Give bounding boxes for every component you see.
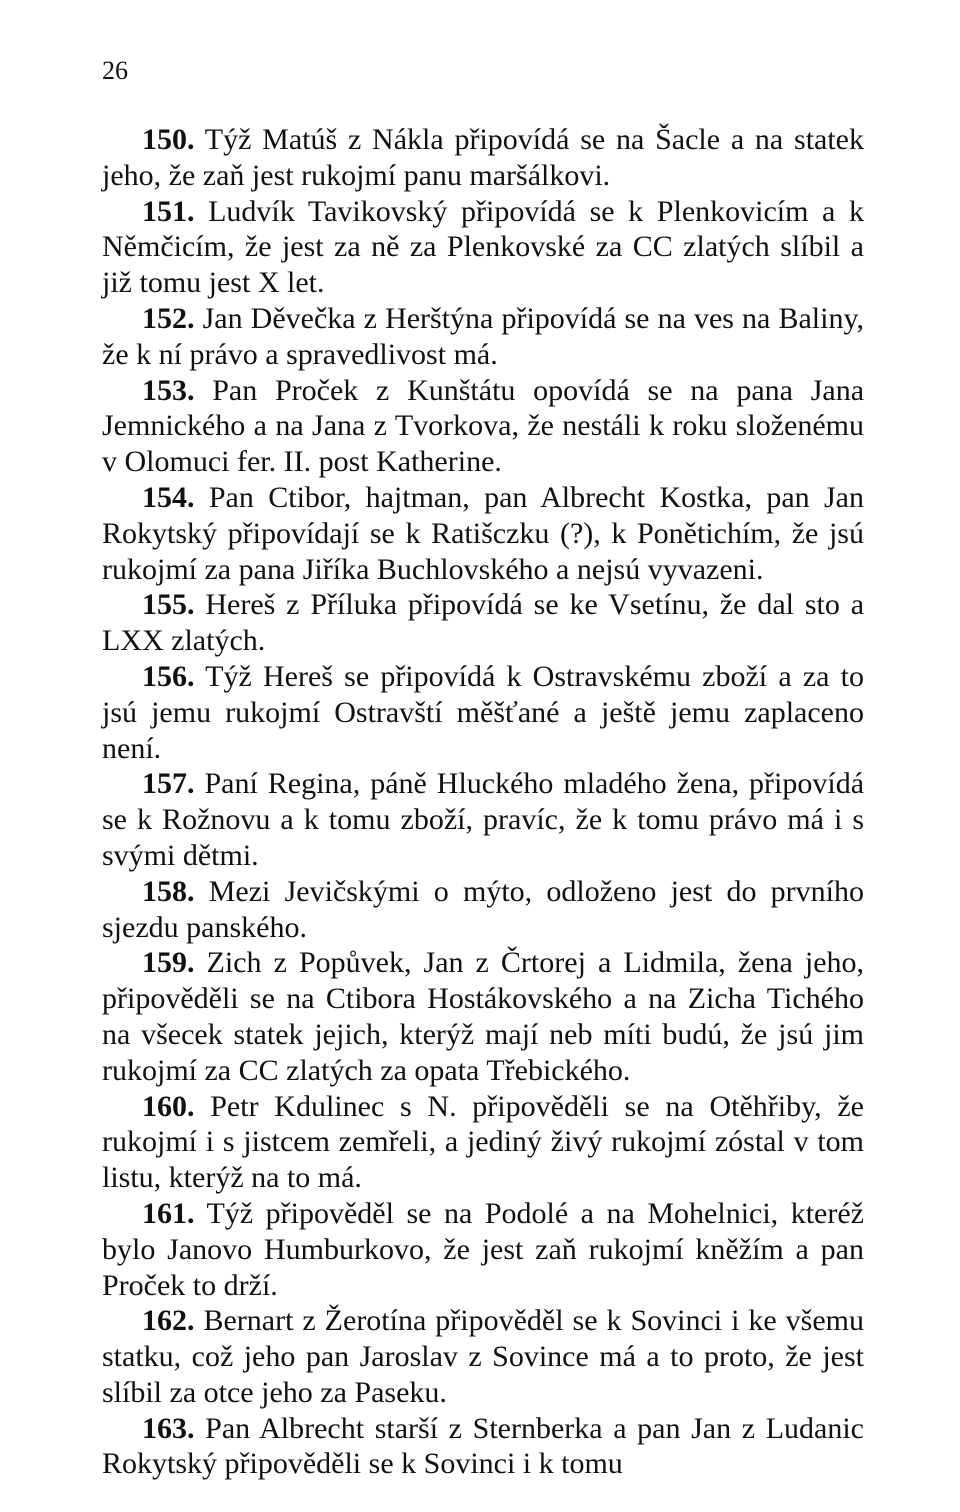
- entry-number: 158.: [142, 874, 195, 908]
- entry-159: [102, 945, 864, 1088]
- entry-text: Mezi Jevičskými o mýto, odloženo jest do prvního sjezdu panského.: [102, 874, 864, 944]
- entry-number: 154.: [142, 480, 195, 514]
- entry-number: 163.: [142, 1411, 195, 1445]
- entry-156: [102, 659, 864, 766]
- entry-text: Jan Děvečka z Herštýna připovídá se na ves na Baliny, že k ní právo a spravedlivost má.: [102, 301, 865, 371]
- entry-text: Týž připověděl se na Podolé a na Mohelnici, kteréž bylo Janovo Humburkovo, že jest zaň rukojmí kněžím a pan Proček to drží.: [102, 1196, 864, 1302]
- entry-text: Pan Ctibor, hajtman, pan Albrecht Kostka, pan Jan Rokytský připovídají se k Ratišczku (?), k Ponětichím, že jsú rukojmí za pana Jiříka Buchlovského a nejsú vyvazeni.: [102, 480, 864, 586]
- document-page: [102, 56, 864, 1482]
- entry-text: Zich z Popůvek, Jan z Črtorej a Lidmila, žena jeho, připověděli se na Ctibora Hostákovského a na Zicha Tichého na všecek statek jejich, kterýž mají neb míti budú, že jsú jim rukojmí za CC zlatých za opata Třebického.: [102, 946, 865, 1087]
- entry-text: Pan Proček z Kunštátu opovídá se na pana Jana Jemnického a na Jana z Tvorkova, že nestáli k roku složenému v Olomuci fer. II. post Katherine.: [102, 373, 865, 479]
- entry-text: Petr Kdulinec s N. připověděli se na Otěhřiby, že rukojmí i s jistcem zemřeli, a jediný živý rukojmí zóstal v tom listu, kterýž na to má.: [102, 1089, 864, 1195]
- entry-160: [102, 1089, 864, 1196]
- entry-152: [102, 301, 864, 373]
- entry-number: 157.: [142, 767, 195, 801]
- entry-text: Týž Hereš se připovídá k Ostravskému zboží a za to jsú jemu rukojmí Ostravští měšťané a ještě jemu zaplaceno není.: [102, 659, 864, 765]
- entry-number: 153.: [142, 373, 195, 407]
- entry-list: [102, 122, 864, 1482]
- entry-151: [102, 194, 864, 301]
- entry-158: [102, 874, 864, 946]
- entry-number: 155.: [142, 588, 195, 622]
- entry-text: Ludvík Tavikovský připovídá se k Plenkovicím a k Němčicím, že jest za ně za Plenkovské za CC zlatých slíbil a již tomu jest X let.: [102, 194, 864, 300]
- entry-text: Pan Albrecht starší z Sternberka a pan Jan z Ludanic Rokytský připověděli se k Sovinci i k tomu: [102, 1411, 864, 1481]
- entry-number: 159.: [142, 946, 195, 980]
- entry-text: Hereš z Příluka připovídá se ke Vsetínu, že dal sto a LXX zlatých.: [102, 588, 865, 658]
- entry-155: [102, 587, 864, 659]
- entry-153: [102, 373, 864, 480]
- entry-number: 151.: [142, 194, 195, 228]
- entry-162: [102, 1303, 864, 1410]
- entry-number: 161.: [142, 1196, 195, 1230]
- entry-number: 160.: [142, 1089, 195, 1123]
- entry-text: Paní Regina, páně Hluckého mladého žena, připovídá se k Rožnovu a k tomu zboží, pravíc, že k tomu právo má i s svými dětmi.: [102, 767, 865, 872]
- entry-number: 162.: [142, 1304, 195, 1338]
- page-number: 26: [102, 56, 128, 85]
- entry-number: 150.: [142, 123, 195, 156]
- entry-number: 152.: [142, 301, 195, 335]
- entry-163: [102, 1411, 864, 1483]
- entry-154: [102, 480, 864, 587]
- entry-161: [102, 1196, 864, 1303]
- entry-text: Bernart z Žerotína připověděl se k Sovinci i ke všemu statku, což jeho pan Jaroslav z Sovince má a to proto, že jest slíbil za otce jeho za Paseku.: [102, 1304, 864, 1409]
- entry-text: Týž Matúš z Nákla připovídá se na Šacle a na statek jeho, že zaň jest rukojmí panu maršálkovi.: [102, 123, 864, 192]
- entry-150: [102, 122, 864, 194]
- entry-number: 156.: [142, 659, 195, 693]
- entry-157: [102, 766, 864, 873]
